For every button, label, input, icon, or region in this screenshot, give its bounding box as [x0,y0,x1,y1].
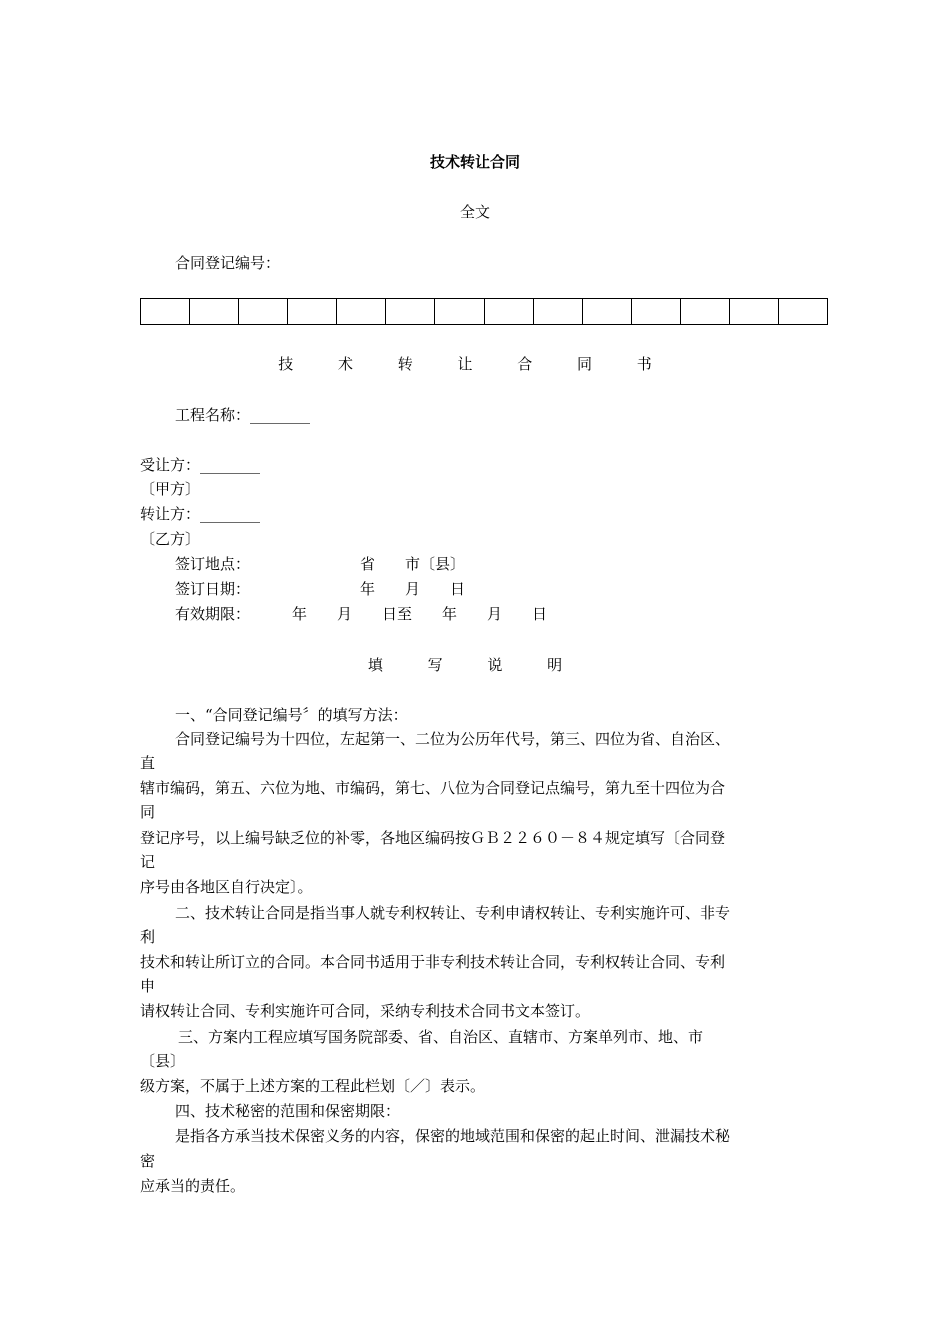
registration-cell [435,299,484,324]
instruction-line: 级方案，不属于上述方案的工程此栏划〔／〕表示。 [140,1077,486,1095]
instruction-line: 应承当的责任。 [140,1177,246,1195]
instruction-line: 四、技术秘密的范围和保密期限： [175,1102,401,1120]
assignee-field: 受让方：________ [140,456,261,474]
instruction-line: 请权转让合同、专利实施许可合同，采纳专利技术合同书文本签订。 [140,1002,591,1020]
instruction-line: 申 [140,977,156,995]
registration-cell [239,299,288,324]
registration-cell [288,299,337,324]
registration-cell [485,299,534,324]
instruction-line: 一、“合同登记编号〞的填写方法： [175,706,408,724]
project-name-field: 工程名称：________ [175,406,311,424]
registration-cell [337,299,386,324]
instruction-line: 三、方案内工程应填写国务院部委、省、自治区、直辖市、方案单列市、地、市 [178,1028,704,1046]
registration-number-grid [140,298,828,325]
instruction-line: 序号由各地区自行决定〕。 [140,878,313,896]
party-b-label: 〔乙方〕 [140,530,201,548]
instruction-line: 直 [140,754,156,772]
registration-cell [583,299,632,324]
registration-cell [386,299,435,324]
instruction-line: 〔县〕 [140,1052,186,1070]
instruction-line: 登记序号，以上编号缺乏位的补零，各地区编码按ＧＢ２２６０－８４规定填写〔合同登 [140,829,726,847]
instruction-line: 辖市编码，第五、六位为地、市编码，第七、八位为合同登记点编号，第九至十四位为合 [140,779,726,797]
valid-period-label: 有效期限： [175,605,251,623]
registration-cell [141,299,190,324]
sign-place-label: 签订地点： [175,555,251,573]
sign-date-value: 年 月 日 [360,580,466,598]
valid-period-value: 年 月 日至 年 月 日 [292,605,548,623]
instruction-line: 技术和转让所订立的合同。本合同书适用于非专利技术转让合同，专利权转让合同、专利 [140,953,726,971]
instruction-line: 合同登记编号为十四位，左起第一、二位为公历年代号，第三、四位为省、自治区、 [175,730,731,748]
sign-place-value: 省 市〔县〕 [360,555,466,573]
registration-cell [534,299,583,324]
document-title: 技术转让合同 [429,153,520,171]
document-subtitle: 全文 [459,203,490,221]
instruction-line: 密 [140,1152,156,1170]
registration-cell [779,299,827,324]
instructions-title: 填 写 说 明 [367,656,583,674]
registration-cell [681,299,730,324]
instruction-line: 二、技术转让合同是指当事人就专利权转让、专利申请权转让、专利实施许可、非专 [175,904,731,922]
sign-date-label: 签订日期： [175,580,251,598]
instruction-line: 利 [140,928,156,946]
instruction-line: 是指各方承当技术保密义务的内容，保密的地域范围和保密的起止时间、泄漏技术秘 [175,1127,731,1145]
registration-cell [190,299,239,324]
instruction-line: 记 [140,853,156,871]
registration-cell [730,299,779,324]
registration-number-label: 合同登记编号： [175,254,281,272]
registration-cell [632,299,681,324]
instruction-line: 同 [140,803,156,821]
contract-book-title: 技 术 转 让 合 同 书 [278,355,672,373]
assignor-field: 转让方：________ [140,505,261,523]
party-a-label: 〔甲方〕 [140,480,201,498]
